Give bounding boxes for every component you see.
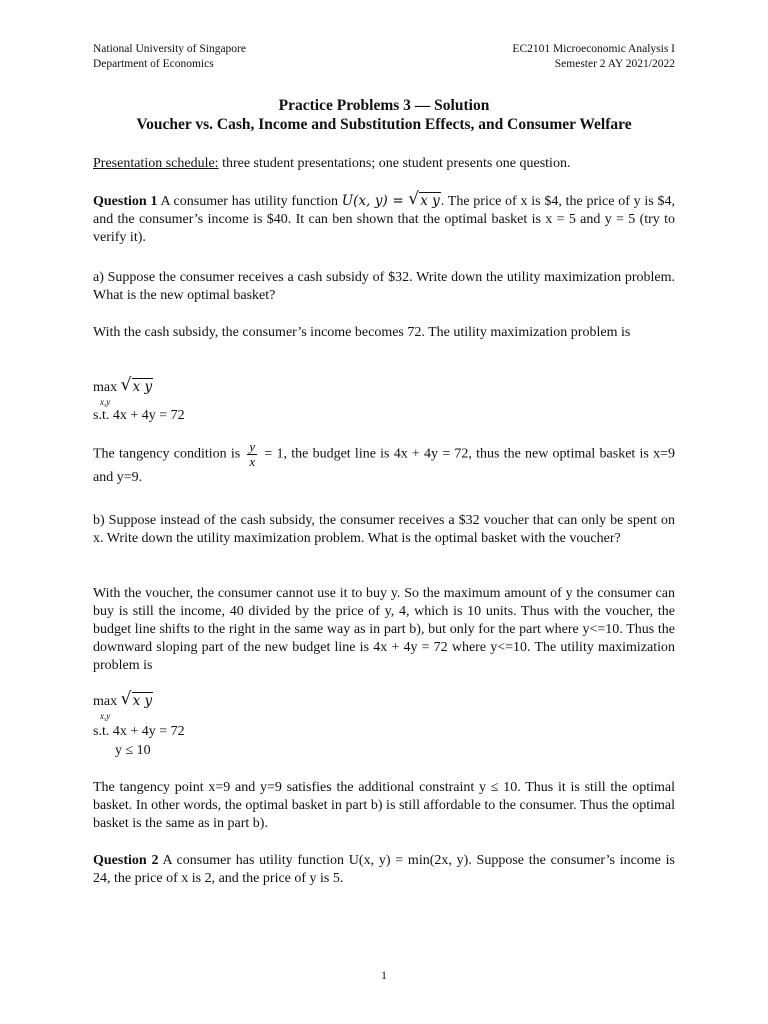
max-problem-b [93,692,675,721]
sqrt-expression [121,378,154,396]
question-2 [93,852,675,888]
part-a-answer: With the cash subsidy, the consumer’s income becomes 72. The utility maximization problem is [93,325,631,340]
radicand: x y [132,379,153,395]
max-problem-a [93,378,675,407]
part-a-question: a) Suppose the consumer receives a cash subsidy of $32. Write down the utility maximization problem. What is the new optimal basket? [93,270,675,303]
fraction-y-over-x [247,440,257,469]
tangency-text-b: = 1, the budget line is 4x + 4y = 72, thus the new optimal basket is x=9 and y=9. [93,446,675,485]
utility-function: U(x, y) = [341,193,409,209]
question-1-text-a: A consumer has utility function [157,194,342,209]
constraint-a: s.t. 4x + 4y = 72 [93,408,185,423]
question-1 [93,192,675,247]
radicand: x y [420,193,440,209]
max-subscript: x,y [100,397,111,407]
part-b-answer: With the voucher, the consumer cannot use it to buy y. So the maximum amount of y the consumer can buy is still the income, 40 divided by the price of y, 4, which is 10 units. Thus with the voucher, the budget line shifts to the right in the same way as in part b), but only for the part where y<=10. Thus the downward sloping part of the new budget line is 4x + 4y = 72 where y<=10. The utility maximization problem is [93,586,675,673]
title-line-1: Practice Problems 3 — Solution [278,97,490,114]
tangency-a [93,440,675,487]
part-b-question: b) Suppose instead of the cash subsidy, the consumer receives a $32 voucher that can only be spent on x. Write down the utility maximization problem. What is the optimal basket with the voucher? [93,513,675,546]
question-1-text-b: . The price of x is $4, the price of y is $4, and the consumer’s income is $40. It can ben shown that the optimal basket is x = 5 and y = 5 (try to verify it). [93,194,675,245]
title-line-2: Voucher vs. Cash, Income and Substitution Effects, and Consumer Welfare [136,116,632,133]
header-left [93,42,246,72]
schedule-text: three student presentations; one student presents one question. [218,156,571,171]
question-1-label: Question 1 [93,194,158,209]
max-operator: max [93,380,118,395]
header-right [512,42,675,72]
sqrt-expression [408,192,441,210]
question-2-label: Question 2 [93,853,159,868]
document-title [93,96,675,134]
sqrt-expression [121,692,154,710]
department-name: Department of Economics [93,58,214,70]
constraint-b: s.t. 4x + 4y = 72 [93,724,185,739]
max-operator: max [93,694,118,709]
question-2-text: A consumer has utility function U(x, y) = min(2x, y). Suppose the consumer’s income is 24, the price of x is 2, and the price of y is 5. [93,853,675,886]
denominator: x [249,454,256,469]
university-name: National University of Singapore [93,43,246,55]
schedule-label: Presentation schedule: [93,156,219,171]
part-b-conclusion: The tangency point x=9 and y=9 satisfies the additional constraint y ≤ 10. Thus it is still the optimal basket. In other words, the optimal basket in part b) is still affordable to the consumer. Thus the optimal basket is the same as in part b). [93,780,675,831]
tangency-text-a: The tangency condition is [93,446,245,462]
constraint-y: y ≤ 10 [115,743,151,758]
presentation-schedule [93,155,675,173]
max-subscript: x,y [100,711,111,721]
semester: Semester 2 AY 2021/2022 [554,58,675,70]
course-name: EC2101 Microeconomic Analysis I [512,43,675,55]
numerator: y [249,439,256,454]
page-number: 1 [381,968,387,982]
radicand: x y [132,693,153,709]
